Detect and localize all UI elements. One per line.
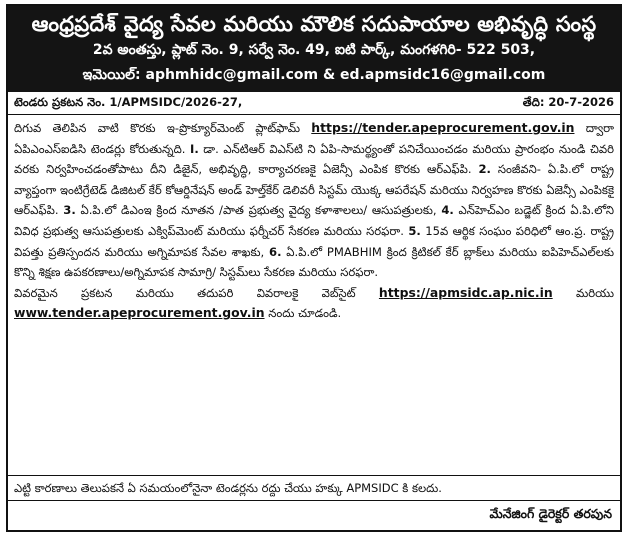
apmsidc-website-link[interactable]: https://apmsidc.ap.nic.in (378, 284, 553, 300)
body-text: నందు చూడండి. (264, 306, 342, 321)
organization-email: ఇమెయిల్: aphmhidc@gmail.com & ed.apmsidc16@gmail.com (82, 67, 546, 83)
tender-notice-number: టెండరు ప్రకటన నెం. 1/APMSIDC/2026-27, (14, 94, 243, 109)
item-number: I. (190, 141, 199, 156)
tender-notice (6, 4, 622, 532)
notice-date: తేది: 20-7-2026 (522, 94, 614, 109)
body-text: దిగువ తెలిపిన వాటి కొరకు ఇ-ప్రొక్యూర్‌మెంట్ ప్లాట్‌ఫామ్ (14, 121, 312, 135)
body-text: వివరమైన ప్రకటన మరియు తదుపరి వివరాలకై వెబ్‌సైట్ (14, 285, 379, 300)
notice-meta (8, 92, 620, 115)
tender-website-link[interactable]: www.tender.apeprocurement.gov.in (14, 305, 265, 321)
body-text: ఎన్‌హెచ్ఎం బడ్జెట్ క్రింద ఏ.పి.లోని వివిధ ప్రభుత్వ ఆసుపత్రులకు ఎక్విప్‌మెంట్ మరియు ఫర్నీచర్ సేకరణ మరియు సరఫరా. (14, 203, 614, 238)
notice-header (8, 6, 620, 92)
body-text: క్రింద క్రిటికల్ కేర్ బ్లాక్‌లు మరియు ఐపిహెచ్ఎల్‌లకు కొన్ని శిక్షణ ఉపకరణాలు/అగ్నిమాపక సామాగ్రి/ సిస్టమ్‌లు సేకరణ మరియు సరఫరా. (14, 244, 614, 280)
item-number: 3. (63, 203, 76, 218)
cancellation-disclaimer: ఎట్టి కారణాలు తెలుపకనే ఏ సమయంలోనైనా టెండర్లను రద్దు చేయు హక్కు APMSIDC కి కలదు. (8, 475, 620, 501)
organization-title: ఆంధ్రప్రదేశ్ వైద్య సేవల మరియు మౌలిక సదుపాయాల అభివృద్ధి సంస్థ (31, 12, 597, 36)
scheme-name: PMABHIM (326, 244, 382, 259)
body-text: డా. ఎన్‌టిఆర్ విఎస్‌టి ని ఏపి-సామర్థ్యంతో పనిచేయించడం మరియు ప్రారంభం నుండి చివరి వరకు నిర్వహించడంతోపాటు దీని డిజైన్, అభివృద్ధి, కార్యాచరణకై ఏజెన్సీ ఎంపిక కొరకు ఆర్ఎఫ్‌పి. (14, 141, 615, 177)
body-text: ఏ.పి.లో డిఎంఇ క్రింద నూతన /పాత ప్రభుత్వ వైద్య కళాశాలలు/ ఆసుపత్రులకు, (75, 203, 442, 218)
body-text: మరియు (552, 285, 615, 300)
item-number: 4. (441, 203, 454, 218)
item-number: 2. (478, 162, 491, 177)
tender-portal-link[interactable]: https://tender.apeprocurement.gov.in (311, 120, 575, 135)
body-text: సంజీవని- ఏ.పి.లో రాష్ట్ర వ్యాప్తంగా ఇంటిగ్రేటెడ్ డిజిటల్ కేర్ కోఆర్డినేషన్ అండ్ హెల్త్‌కేర్ డెలివరీ సిస్టమ్ యొక్క ఆపరేషన్ మరియు నిర్వహణ కొరకు ఏజెన్సీ ఎంపికకై ఆర్ఎఫ్‌పి. (14, 162, 615, 218)
body-text: ఏ.పి.లో (281, 244, 327, 259)
body-text: 15వ ఆర్థిక సంఘం పరిధిలో ఆం.ప్ర. రాష్ట్ర విపత్తు ప్రతిస్పందన మరియు అగ్నిమాపక సేవల శాఖకు, (14, 223, 614, 259)
notice-body (8, 115, 620, 475)
item-number: 5. (408, 223, 421, 238)
signature-line: మేనేజింగ్ డైరెక్టర్ తరపున (489, 506, 612, 521)
item-number: 6. (269, 244, 282, 259)
organization-address: 2వ అంతస్తు, ప్లాట్ నెం. 9, సర్వే నెం. 49, ఐటి పార్క్, మంగళగిరి- 522 503, (92, 42, 536, 58)
body-text: ద్వారా ఏపిఎంఎస్ఐడిసి టెండర్లు కోరుతున్నది. (14, 121, 614, 156)
